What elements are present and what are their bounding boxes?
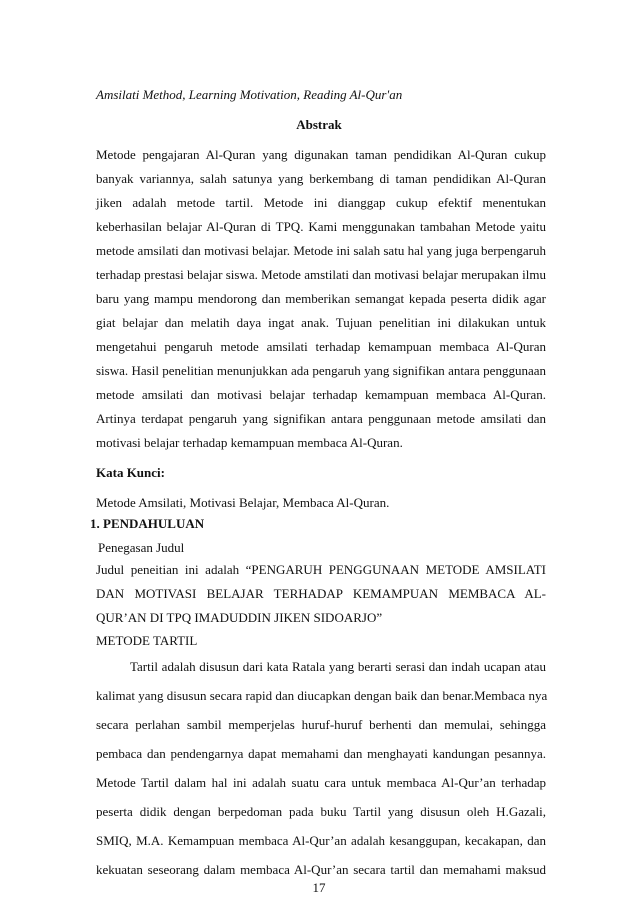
tartil-line: Tartil adalah disusun dari kata Ratala yang berarti serasi dan indah ucapan atau [130,659,546,674]
abstract-line: banyak variannya, salah satunya yang berkembang di taman pendidikan Al-Quran [96,171,546,186]
kata-kunci-value: Metode Amsilati, Motivasi Belajar, Membaca Al-Quran. [96,495,390,510]
abstract-line: Metode pengajaran Al-Quran yang digunakan taman pendidikan Al-Quran cukup [96,147,546,162]
abstract-line: jiken adalah metode tartil. Metode ini dianggap cukup efektif menentukan [96,195,546,210]
abstract-title: Abstrak [296,117,342,132]
page-number: 17 [312,880,326,895]
judul-line: Judul peneitian ini adalah “PENGARUH PENGGUNAAN METODE AMSILATI [96,562,546,577]
abstract-line: motivasi belajar terhadap kemampuan membaca Al-Quran. [96,435,403,450]
judul-line: DAN MOTIVASI BELAJAR TERHADAP KEMAMPUAN MEMBACA AL- [96,586,546,601]
tartil-line: secara perlahan sambil memperjelas huruf-huruf berhenti dan memulai, sehingga [96,717,546,732]
abstract-line: metode amsilati dan motivasi belajar. Metode ini salah satu hal yang juga berpengaruh [96,243,546,258]
abstract-line: mengetahui pengaruh metode amsilati terhadap kemampuan membaca Al-Quran [96,339,546,354]
subheading: Penegasan Judul [98,540,185,555]
tartil-line: SMIQ, M.A. Kemampuan membaca Al-Qur’an adalah kesanggupan, kecakapan, dan [96,833,546,848]
judul-line: QUR’AN DI TPQ IMADUDDIN JIKEN SIDOARJO” [96,610,383,625]
tartil-line: peserta didik dengan berpedoman pada buku Tartil yang disusun oleh H.Gazali, [96,804,546,819]
abstract-line: baru yang mampu mendorong dan memberikan semangat kepada peserta didik agar [96,291,546,306]
abstract-line: terhadap prestasi belajar siswa. Metode amstilati dan motivasi belajar merupakan ilmu [96,267,546,282]
section-heading: 1. PENDAHULUAN [90,516,205,531]
tartil-line: kalimat yang disusun secara rapid dan diucapkan dengan baik dan benar.Membaca nya [96,688,548,703]
kata-kunci-label: Kata Kunci: [96,465,165,480]
abstract-line: metode amsilati dan motivasi belajar terhadap kemampuan membaca Al-Quran. [96,387,546,402]
metode-heading: METODE TARTIL [96,633,198,648]
abstract-line: giat belajar dan melatih daya ingat anak. Tujuan penelitian ini dilakukan untuk [96,315,546,330]
abstract-line: siswa. Hasil penelitian menunjukkan ada pengaruh yang signifikan antara penggunaan [96,363,546,378]
tartil-line: pembaca dan pendengarnya dapat memahami dan menghayati kandungan pesannya. [96,746,546,761]
english-keywords: Amsilati Method, Learning Motivation, Reading Al-Qur'an [96,87,403,102]
tartil-line: Metode Tartil dalam hal ini adalah suatu cara untuk membaca Al-Qur’an terhadap [96,775,546,790]
abstract-line: Artinya terdapat pengaruh yang signifikan antara penggunaan metode amsilati dan [96,411,546,426]
tartil-line: kekuatan seseorang dalam membaca Al-Qur’an secara tartil dan memahami maksud [96,862,546,877]
abstract-line: keberhasilan belajar Al-Quran di TPQ. Kami menggunakan tambahan Metode yaitu [96,219,546,234]
